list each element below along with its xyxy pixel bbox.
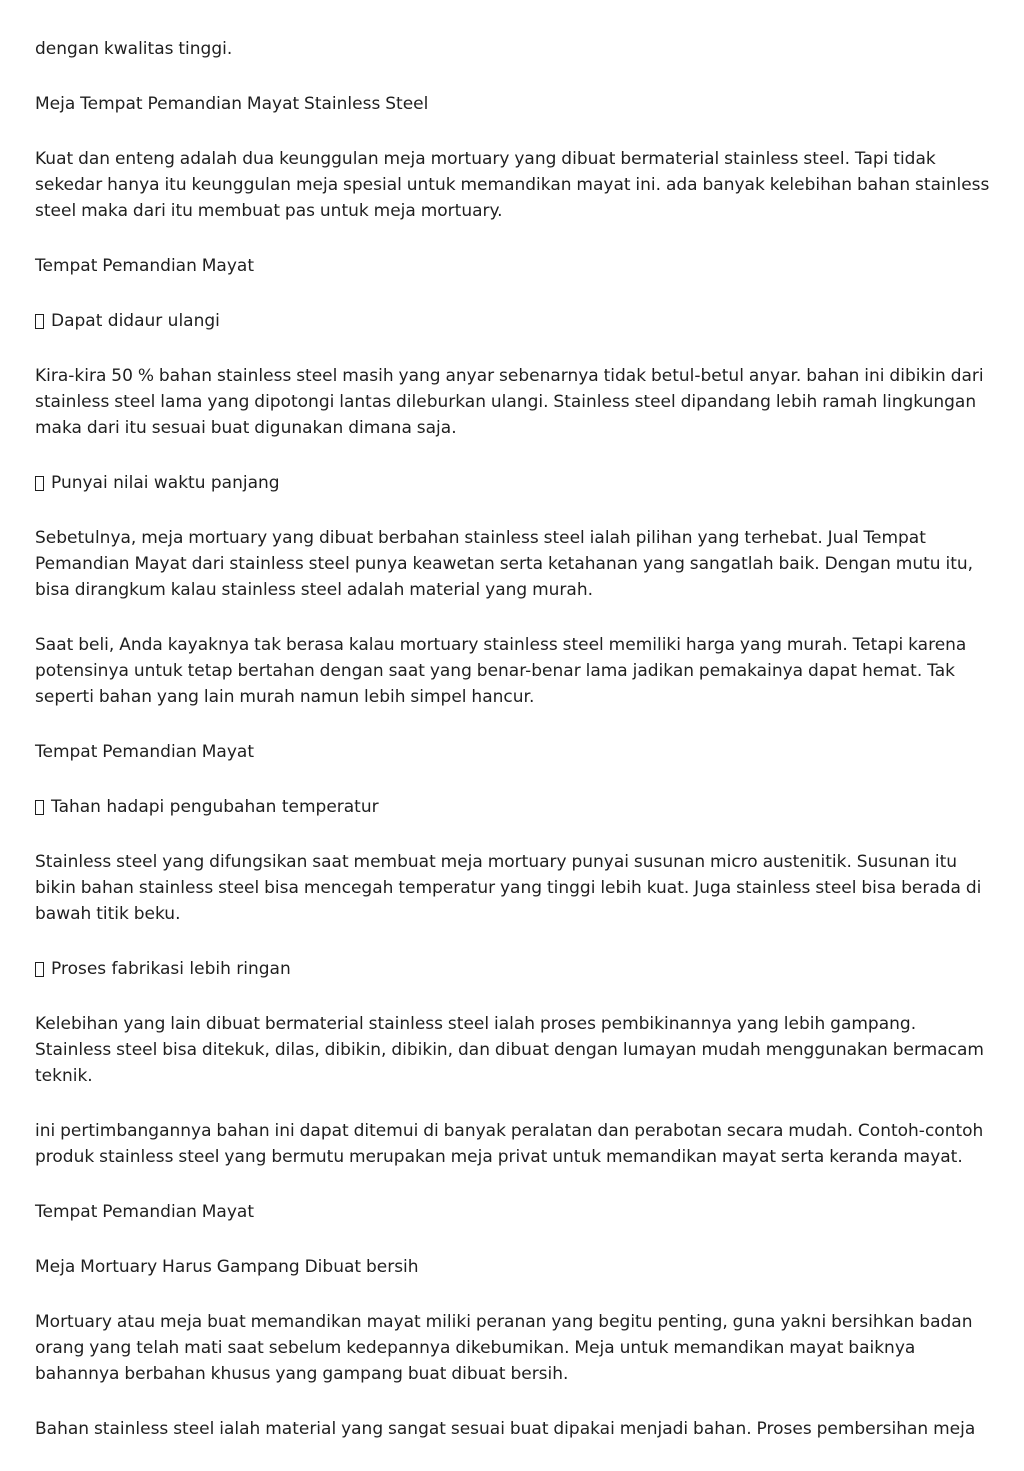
paragraph-sebetulnya: Sebetulnya, meja mortuary yang dibuat berbahan stainless steel ialah pilihan yang terhebat. Jual Tempat Pemandian Mayat dari stainless steel punya keawetan serta ketahanan yang sangatlah baik. Dengan mutu itu, bisa dirangkum kalau stainless steel adalah material yang murah.: [35, 528, 974, 600]
paragraph-kelebihan-lain: Kelebihan yang lain dibuat bermaterial stainless steel ialah proses pembikinannya yang lebih gampang. Stainless steel bisa ditekuk, dilas, dibikin, dibikin, dan dibuat dengan lumayan mudah menggunakan bermacam teknik.: [35, 1014, 984, 1086]
paragraph-bahan-sesuai: Bahan stainless steel ialah material yang sangat sesuai buat dipakai menjadi bahan. Proses pembersihan meja: [35, 1419, 976, 1439]
missing-glyph-bullet-icon: [35, 962, 44, 977]
missing-glyph-bullet-icon: [35, 314, 44, 329]
subheading-tempat-pemandian-2: Tempat Pemandian Mayat: [35, 742, 254, 762]
paragraph-mortuary-peranan: Mortuary atau meja buat memandikan mayat miliki peranan yang begitu penting, guna yakni bersihkan badan orang yang telah mati saat sebelum kedepannya dikebumikan. Meja untuk memandikan mayat baiknya bahannya berbahan khusus yang gampang buat dibuat bersih.: [35, 1312, 973, 1384]
subheading-tempat-pemandian-1: Tempat Pemandian Mayat: [35, 256, 254, 276]
missing-glyph-bullet-icon: [35, 476, 44, 491]
bullet-item-label: Dapat didaur ulangi: [51, 311, 220, 331]
section-heading-gampang-bersih: Meja Mortuary Harus Gampang Dibuat bersih: [35, 1257, 419, 1277]
subheading-tempat-pemandian-3: Tempat Pemandian Mayat: [35, 1202, 254, 1222]
section-heading-meja-stainless: Meja Tempat Pemandian Mayat Stainless Steel: [35, 94, 429, 114]
bullet-item-label: Proses fabrikasi lebih ringan: [51, 959, 291, 979]
bullet-item-label: Tahan hadapi pengubahan temperatur: [51, 797, 379, 817]
bullet-item-temperatur: [35, 794, 995, 820]
missing-glyph-bullet-icon: [35, 800, 44, 815]
bullet-item-fabrikasi: [35, 956, 995, 982]
paragraph-kuat-enteng: Kuat dan enteng adalah dua keunggulan meja mortuary yang dibuat bermaterial stainless steel. Tapi tidak sekedar hanya itu keunggulan meja spesial untuk memandikan mayat ini. ada banyak kelebihan bahan stainless steel maka dari itu membuat pas untuk meja mortuary.: [35, 149, 990, 221]
document-page: [35, 36, 995, 1471]
paragraph-kira-kira-50: Kira-kira 50 % bahan stainless steel masih yang anyar sebenarnya tidak betul-betul anyar. bahan ini dibikin dari stainless steel lama yang dipotongi lantas dileburkan ulangi. Stainless steel dipandang lebih ramah lingkungan maka dari itu sesuai buat digunakan dimana saja.: [35, 366, 984, 438]
paragraph-saat-beli: Saat beli, Anda kayaknya tak berasa kalau mortuary stainless steel memiliki harga yang murah. Tetapi karena potensinya untuk tetap bertahan dengan saat yang benar-benar lama jadikan pemakainya dapat hemat. Tak seperti bahan yang lain murah namun lebih simpel hancur.: [35, 635, 967, 707]
paragraph-austenitik: Stainless steel yang difungsikan saat membuat meja mortuary punyai susunan micro austenitik. Susunan itu bikin bahan stainless steel bisa mencegah temperatur yang tinggi lebih kuat. Juga stainless steel bisa berada di bawah titik beku.: [35, 852, 982, 924]
paragraph-intro-fragment: dengan kwalitas tinggi.: [35, 39, 233, 59]
bullet-item-waktu-panjang: [35, 470, 995, 496]
bullet-item-label: Punyai nilai waktu panjang: [51, 473, 280, 493]
paragraph-pertimbangan: ini pertimbangannya bahan ini dapat ditemui di banyak peralatan dan perabotan secara mudah. Contoh-contoh produk stainless steel yang bermutu merupakan meja privat untuk memandikan mayat serta keranda mayat.: [35, 1121, 984, 1167]
bullet-item-daur-ulang: [35, 308, 995, 334]
